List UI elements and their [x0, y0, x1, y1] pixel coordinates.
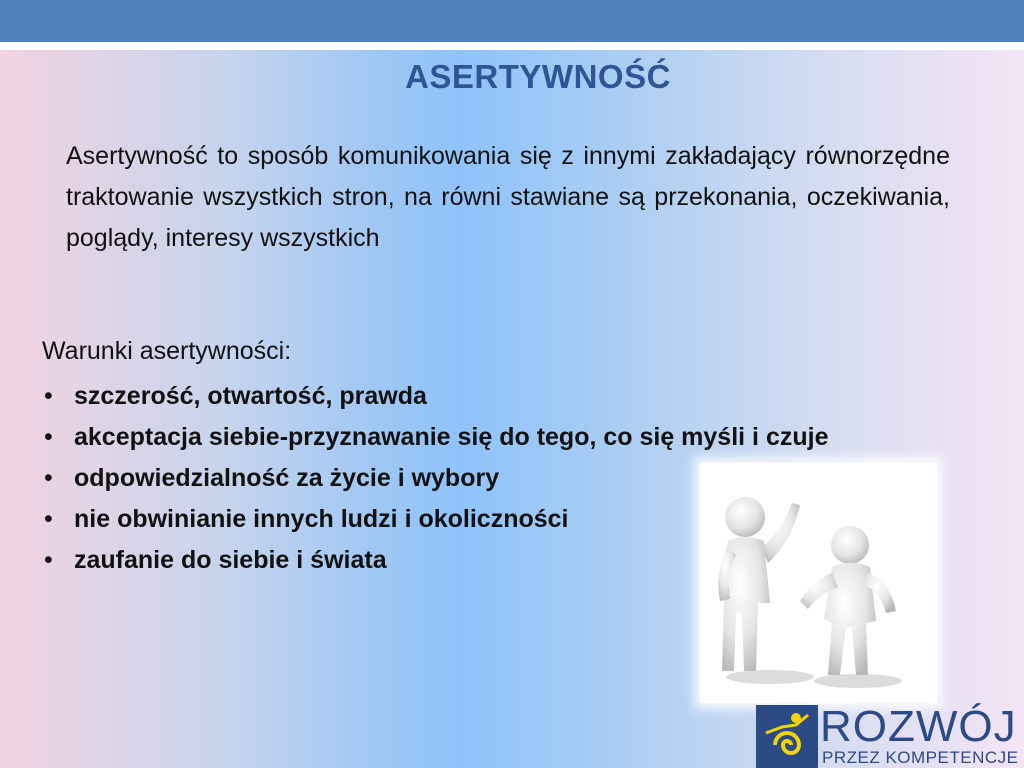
bullet-icon: •: [44, 464, 53, 492]
header-bar: [0, 0, 1024, 42]
definition-text: Asertywność to sposób komunikowania się z innymi zakładający równorzędne traktowanie wszystkich stron, na równi stawiane są przekonania, oczekiwania, poglądy, interesy wszystkich: [66, 142, 950, 252]
bullet-icon: •: [44, 546, 53, 574]
list-item-text: akceptacja siebie-przyznawanie się do tego, co się myśli i czuje: [74, 423, 829, 451]
logo: [756, 702, 1024, 768]
logo-tagline: PRZEZ KOMPETENCJE: [822, 748, 1019, 767]
list-item-text: zaufanie do siebie i świata: [74, 546, 387, 574]
illustration-two-figures: [700, 463, 937, 703]
list-item-text: szczerość, otwartość, prawda: [74, 382, 427, 410]
logo-wordmark: ROZWÓJ: [820, 702, 1017, 751]
two-figures-icon: [700, 463, 937, 703]
bullet-icon: •: [44, 382, 53, 410]
list-item: [42, 376, 982, 417]
spiral-figure-icon: [756, 705, 818, 768]
bullet-icon: •: [44, 505, 53, 533]
list-item-text: odpowiedzialność za życie i wybory: [74, 464, 500, 492]
header-divider: [0, 42, 1024, 50]
slide-title: ASERTYWNOŚĆ: [405, 58, 671, 95]
conditions-heading: Warunki asertywności:: [42, 337, 292, 365]
list-item-text: nie obwinianie innych ludzi i okoliczności: [74, 505, 569, 533]
list-item: [42, 417, 982, 458]
bullet-icon: •: [44, 423, 53, 451]
